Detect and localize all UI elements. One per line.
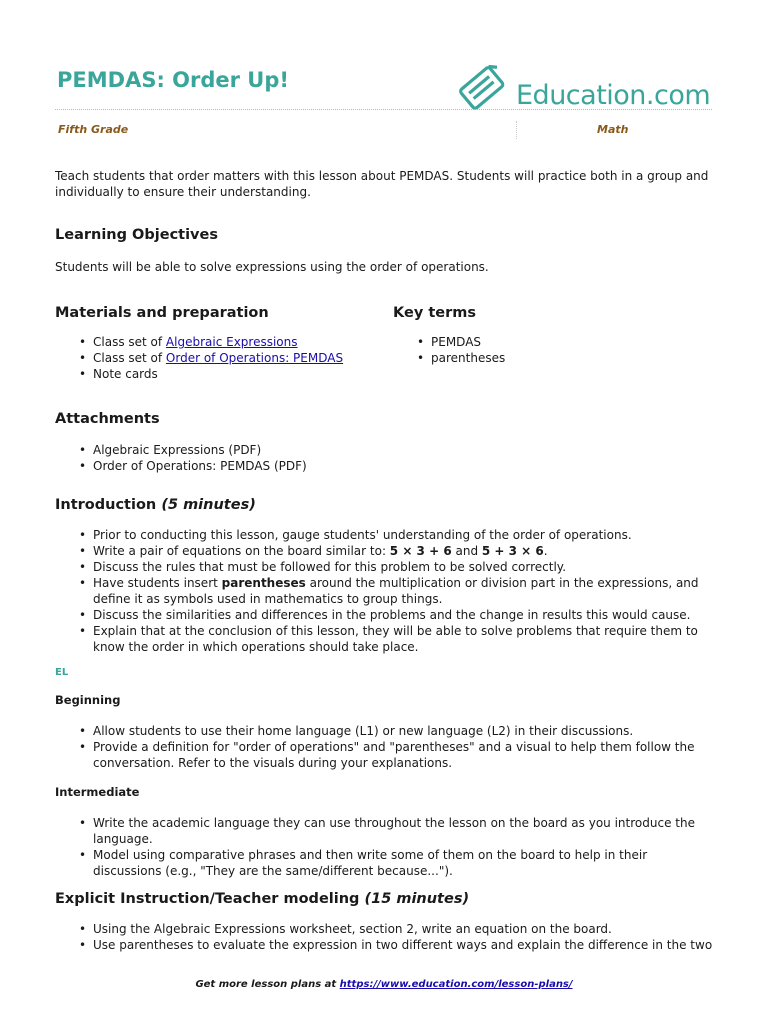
- page-title: PEMDAS: Order Up!: [57, 68, 289, 92]
- education-logo-icon: [454, 56, 514, 116]
- footer: Get more lesson plans at https://www.education.com/lesson-plans/: [195, 979, 573, 990]
- lesson-plans-link[interactable]: https://www.education.com/lesson-plans/: [339, 979, 573, 990]
- explicit-instruction-list: [55, 921, 715, 953]
- list-item: • parentheses: [393, 350, 693, 366]
- list-item: • Class set of Algebraic Expressions: [55, 334, 375, 350]
- list-item: • Algebraic Expressions (PDF): [55, 442, 715, 458]
- subject-label: Math: [597, 123, 629, 136]
- list-item: • Write the academic language they can use throughout the lesson on the board as you introduce the language.: [55, 815, 715, 847]
- explicit-duration: (15 minutes): [364, 891, 470, 907]
- order-of-operations-link[interactable]: Order of Operations: PEMDAS: [165, 351, 344, 365]
- list-item: • Explain that at the conclusion of this lesson, they will be able to solve problems that require them to know the order in which operations should take place.: [55, 623, 715, 655]
- materials-list: [55, 334, 375, 382]
- algebraic-expressions-link[interactable]: Algebraic Expressions: [165, 335, 298, 349]
- key-terms-heading: Key terms: [393, 305, 476, 321]
- logo-wordmark: Education.com: [516, 80, 711, 111]
- lesson-description: Teach students that order matters with this lesson about PEMDAS. Students will practice both in a group and individually to ensure their understanding.: [55, 169, 709, 199]
- objectives-text: Students will be able to solve expressions using the order of operations.: [55, 260, 489, 274]
- introduction-heading: Introduction (5 minutes): [55, 497, 256, 513]
- explicit-instruction-heading: Explicit Instruction/Teacher modeling (15 minutes): [55, 891, 470, 907]
- list-item: • Class set of Order of Operations: PEMDAS: [55, 350, 375, 366]
- attachments-heading: Attachments: [55, 411, 160, 427]
- list-item: • Order of Operations: PEMDAS (PDF): [55, 458, 715, 474]
- list-item: • Discuss the rules that must be followed for this problem to be solved correctly.: [55, 559, 715, 575]
- list-item: • Model using comparative phrases and then write some of them on the board to help in their discussions (e.g., "They are the same/different because...").: [55, 847, 715, 879]
- key-terms-list: [393, 334, 693, 366]
- list-item: • Provide a definition for "order of operations" and "parentheses" and a visual to help them follow the conversation. Refer to the visuals during your explanations.: [55, 739, 715, 771]
- list-item: • Have students insert parentheses around the multiplication or division part in the expressions, and define it as symbols used in mathematics to group things.: [55, 575, 715, 607]
- introduction-list: [55, 527, 715, 655]
- header-divider: [55, 109, 712, 110]
- list-item: • Write a pair of equations on the board similar to: 5 × 3 + 6 and 5 + 3 × 6.: [55, 543, 715, 559]
- list-item: • Discuss the similarities and differences in the problems and the change in results this would cause.: [55, 607, 715, 623]
- list-item: • Using the Algebraic Expressions worksheet, section 2, write an equation on the board.: [55, 921, 715, 937]
- objectives-heading: Learning Objectives: [55, 227, 218, 243]
- el-label: EL: [55, 667, 69, 678]
- beginning-heading: Beginning: [55, 693, 121, 707]
- attachments-list: [55, 442, 715, 474]
- list-item: • PEMDAS: [393, 334, 693, 350]
- list-item: • Use parentheses to evaluate the expression in two different ways and explain the difference in the two: [55, 937, 715, 953]
- intermediate-list: [55, 815, 715, 879]
- introduction-duration: (5 minutes): [161, 497, 256, 513]
- list-item: • Allow students to use their home language (L1) or new language (L2) in their discussions.: [55, 723, 715, 739]
- header-column-divider: [516, 121, 517, 139]
- education-logo[interactable]: [454, 56, 719, 116]
- intermediate-heading: Intermediate: [55, 785, 140, 799]
- beginning-list: [55, 723, 715, 771]
- list-item: • Prior to conducting this lesson, gauge students' understanding of the order of operations.: [55, 527, 715, 543]
- grade-label: Fifth Grade: [58, 123, 129, 136]
- list-item: • Note cards: [55, 366, 375, 382]
- materials-heading: Materials and preparation: [55, 305, 269, 321]
